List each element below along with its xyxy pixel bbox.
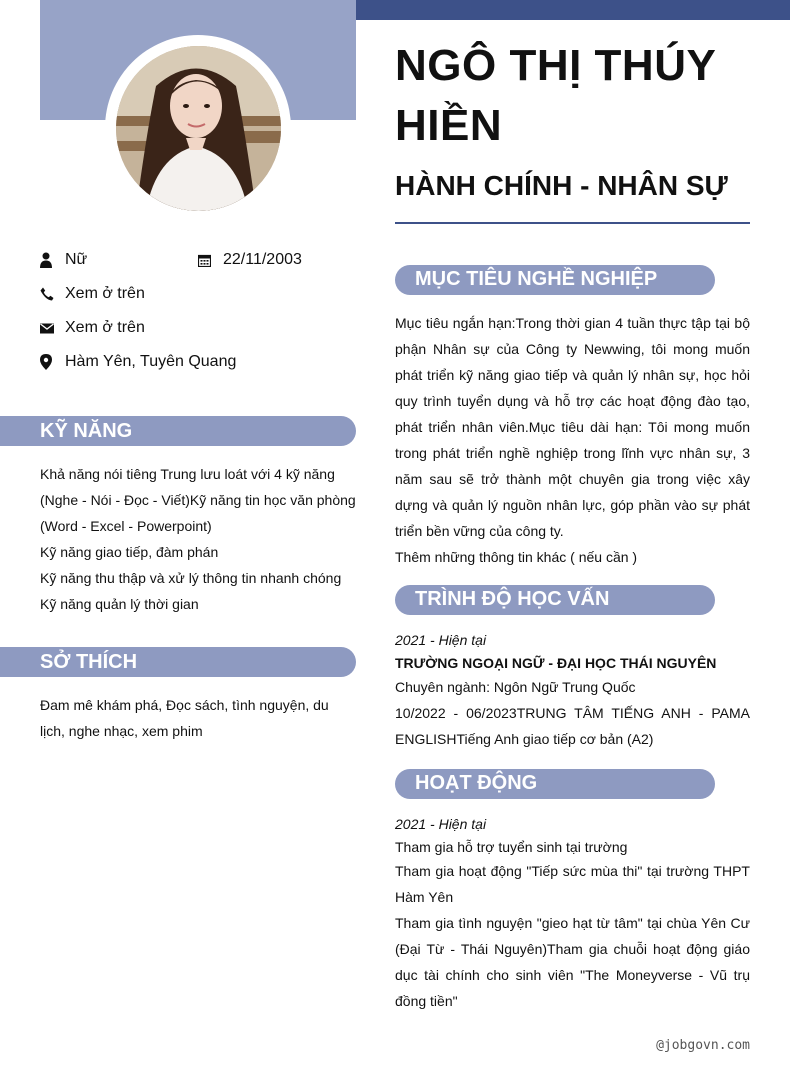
- activity-item: Tham gia hỗ trợ tuyển sinh tại trường: [395, 839, 628, 855]
- address-value: Hàm Yên, Tuyên Quang: [65, 353, 237, 370]
- hobbies-description: Đam mê khám phá, Đọc sách, tình nguyện, du lịch, nghe nhạc, xem phim: [40, 697, 329, 739]
- site-watermark: @jobgovn.com: [656, 1038, 750, 1053]
- activities-heading: [395, 769, 715, 799]
- education-major: Chuyên ngành: Ngôn Ngữ Trung Quốc: [395, 679, 636, 695]
- gender-row: [40, 251, 87, 269]
- education-extra: 10/2022 - 06/2023TRUNG TÂM TIẾNG ANH - PAMA ENGLISHTiếng Anh giao tiếp cơ bản (A2): [395, 705, 750, 747]
- skill-item: Khả năng nói tiêng Trung lưu loát với 4 kỹ năng (Nghe - Nói - Đọc - Viết)Kỹ năng tin học văn phòng (Word - Excel - Powerpoint): [40, 466, 356, 534]
- activities-section: [395, 812, 750, 1014]
- activities-period: 2021 - Hiện tại: [395, 816, 487, 832]
- job-position: HÀNH CHÍNH - NHÂN SỰ: [395, 170, 728, 201]
- location-icon: [40, 354, 65, 370]
- skills-list: [40, 461, 356, 617]
- gender-value: Nữ: [65, 251, 88, 268]
- education-heading: [395, 585, 715, 615]
- education-heading-label: TRÌNH ĐỘ HỌC VẤN: [415, 588, 610, 610]
- user-icon: [40, 252, 65, 268]
- phone-icon: [40, 287, 65, 301]
- email-icon: [40, 323, 65, 334]
- activities-heading-label: HOẠT ĐỘNG: [415, 772, 538, 794]
- avatar: [116, 46, 281, 211]
- hobbies-text: [40, 692, 356, 744]
- objective-text: Mục tiêu ngắn hạn:Trong thời gian 4 tuần thực tập tại bộ phận Nhân sự của Công ty Newwing, tôi mong muốn phát triển kỹ năng giao tiếp và quản lý nhân sự, học hỏi quy trình tuyển dụng và hỗ trợ các hoạt động đào tạo, phát triển nhân viên.Mục tiêu dài hạn: Tôi mong muốn trong phát triển nghề nghiệp trong lĩnh vực nhân sự, 3 năm sau sẽ trở thành một chuyên gia trong việc xây dựng và quản lý nguồn nhân lực, góp phần vào sự phát triển bền vững của công ty.: [395, 315, 750, 539]
- skills-heading-label: KỸ NĂNG: [40, 420, 133, 442]
- skill-item: Kỹ năng quản lý thời gian: [40, 596, 199, 612]
- phone-row: [40, 285, 145, 303]
- objective-section: [395, 310, 750, 570]
- hobbies-heading-label: SỞ THÍCH: [40, 651, 138, 673]
- activity-item: Tham gia hoạt động "Tiếp sức mùa thi" tại trường THPT Hàm Yên: [395, 863, 750, 905]
- calendar-icon: [198, 254, 223, 267]
- title-divider: [395, 222, 750, 224]
- objective-heading: [395, 265, 715, 295]
- education-school: TRƯỜNG NGOẠI NGỮ - ĐẠI HỌC THÁI NGUYÊN: [395, 655, 717, 671]
- activity-item: Tham gia tình nguyện "gieo hạt từ tâm" tại chùa Yên Cư (Đại Từ - Thái Nguyên)Tham gia chuỗi hoạt động giáo dục tài chính cho sinh viên "The Moneyverse - Vũ trụ đồng tiền": [395, 915, 750, 1009]
- email-value: Xem ở trên: [65, 319, 145, 336]
- address-row: [40, 353, 236, 371]
- skills-heading: [0, 416, 356, 446]
- education-section: [395, 628, 750, 752]
- objective-extra: Thêm những thông tin khác ( nếu cần ): [395, 549, 638, 565]
- skill-item: Kỹ năng giao tiếp, đàm phán: [40, 544, 219, 560]
- top-accent-bar: [356, 0, 790, 20]
- education-period: 2021 - Hiện tại: [395, 632, 487, 648]
- birthdate-value: 22/11/2003: [223, 251, 302, 268]
- skill-item: Kỹ năng thu thập và xử lý thông tin nhanh chóng: [40, 570, 342, 586]
- hobbies-heading: [0, 647, 356, 677]
- avatar-portrait: [116, 46, 281, 211]
- candidate-name: NGÔ THỊ THÚY HIỀN: [395, 41, 716, 150]
- phone-value: Xem ở trên: [65, 285, 145, 302]
- email-row: [40, 319, 145, 337]
- birthdate-row: [198, 251, 302, 269]
- objective-heading-label: MỤC TIÊU NGHỀ NGHIỆP: [415, 268, 658, 290]
